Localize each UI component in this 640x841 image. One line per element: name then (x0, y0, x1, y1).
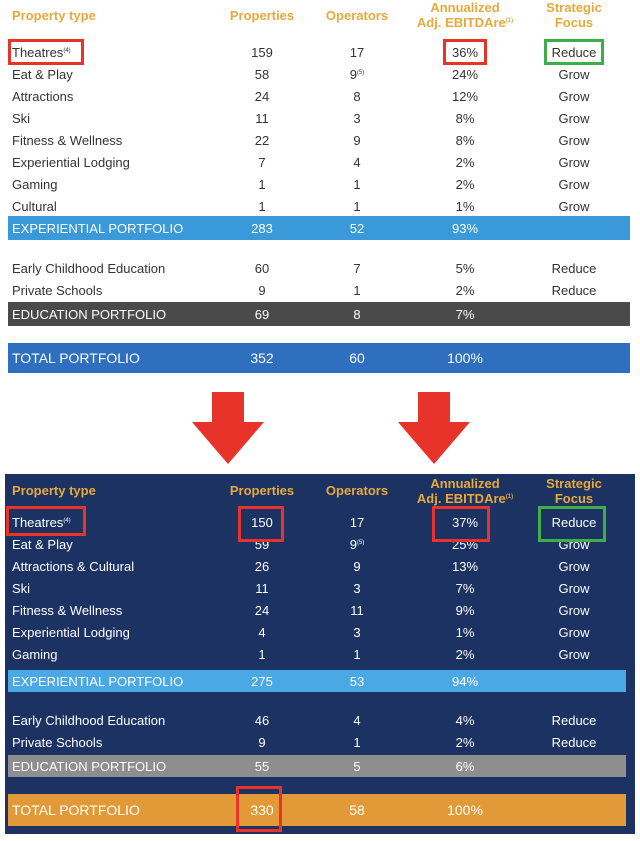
row-operators (353, 626, 360, 639)
row-properties: 11 (255, 111, 269, 126)
row-operators-value: 1 (353, 283, 361, 298)
row-operators (353, 284, 360, 297)
row-ebitda: 2% (455, 177, 475, 192)
row-strategic-focus: Grow (558, 155, 590, 170)
row-ebitda: 7% (455, 581, 475, 596)
row-property-type (12, 178, 58, 191)
row-name: Early Childhood Education (12, 261, 166, 276)
experiential-label: EXPERIENTIAL PORTFOLIO (12, 221, 184, 236)
row-properties: 58 (254, 67, 270, 82)
row-strategic-focus: Reduce (551, 261, 597, 276)
row-ebitda: 9% (455, 603, 475, 618)
highlight-theatres-focus (544, 39, 604, 65)
table-row (0, 556, 640, 578)
experiential-portfolio-band (8, 670, 626, 692)
row-name: Eat & Play (12, 67, 73, 82)
row-name: Ski (12, 111, 31, 126)
header-ebitda-line1: Annualized (430, 0, 500, 15)
row-operators (350, 46, 364, 59)
total-portfolio-band (8, 343, 630, 373)
table-row (0, 644, 640, 666)
row-strategic-focus: Reduce (551, 735, 597, 750)
row-ebitda: 2% (455, 155, 475, 170)
row-operators (353, 112, 360, 125)
row-property-type (12, 90, 73, 103)
header-strategic-focus (546, 476, 602, 506)
row-operators (353, 714, 360, 727)
total-operators: 60 (349, 350, 365, 366)
row-operators-value: 4 (353, 155, 361, 170)
header-ebitda-sup: (1) (505, 494, 514, 500)
table-row (0, 196, 640, 218)
row-operators-value: 9 (353, 559, 361, 574)
row-property-type (12, 200, 57, 213)
header-focus-line1: Strategic (546, 0, 602, 15)
row-property-type (12, 284, 102, 297)
education-label: EDUCATION PORTFOLIO (12, 307, 167, 322)
highlight-theatres-properties (238, 506, 284, 542)
header-ebitda (417, 0, 513, 30)
table-row (0, 732, 640, 754)
row-properties: 4 (258, 625, 266, 640)
row-operators-value: 3 (353, 581, 361, 596)
row-ebitda: 2% (455, 735, 475, 750)
row-property-type (12, 156, 130, 169)
header-operators: Operators (325, 8, 389, 23)
row-ebitda: 13% (451, 559, 479, 574)
highlight-theatres-name (6, 506, 86, 536)
row-properties: 22 (254, 133, 270, 148)
row-property-type (12, 714, 165, 727)
row-operators (350, 516, 364, 529)
total-properties: 330 (250, 802, 274, 818)
highlight-theatres-name (8, 39, 84, 65)
row-name: Gaming (12, 647, 58, 662)
row-strategic-focus: Grow (558, 67, 590, 82)
highlight-theatres-ebitda (432, 506, 490, 542)
highlight-total-properties (236, 786, 282, 832)
row-ebitda: 5% (455, 261, 475, 276)
row-name: Theatres (12, 515, 64, 530)
row-operators (353, 178, 360, 191)
row-name: Gaming (12, 177, 58, 192)
row-operators-value: 3 (353, 111, 361, 126)
header-ebitda-line2: Adj. EBITDAre (416, 15, 506, 30)
row-operators-value: 1 (353, 735, 361, 750)
row-operators-value: 3 (353, 625, 361, 640)
header-ebitda-line1: Annualized (430, 476, 500, 491)
row-operators (350, 538, 365, 551)
row-properties: 1 (258, 647, 266, 662)
row-strategic-focus: Grow (558, 177, 590, 192)
row-operators (350, 68, 365, 81)
row-name: Early Childhood Education (12, 713, 166, 728)
row-properties: 150 (251, 515, 273, 530)
header-ebitda-sup: (1) (505, 18, 514, 24)
row-operators-sup: (5) (356, 540, 365, 546)
row-ebitda: 1% (455, 625, 475, 640)
table-row (0, 152, 640, 174)
header-focus-line1: Strategic (546, 476, 602, 491)
row-property-type (12, 648, 58, 661)
row-ebitda: 1% (455, 199, 475, 214)
row-operators (353, 134, 360, 147)
row-operators-sup: (5) (356, 70, 365, 76)
education-properties: 69 (254, 307, 270, 322)
row-operators (353, 560, 360, 573)
row-name: Ski (12, 581, 31, 596)
header-property-type: Property type (12, 483, 96, 498)
row-properties: 7 (258, 155, 266, 170)
header-focus-line2: Focus (554, 491, 594, 506)
row-operators (353, 582, 360, 595)
row-ebitda: 12% (451, 89, 479, 104)
row-property-type (12, 538, 73, 551)
row-name: Cultural (12, 199, 57, 214)
highlight-theatres-ebitda (443, 39, 487, 65)
row-operators-value: 1 (353, 647, 361, 662)
row-ebitda: 24% (451, 67, 479, 82)
row-strategic-focus: Grow (558, 603, 590, 618)
header-properties: Properties (229, 483, 295, 498)
row-strategic-focus: Grow (558, 133, 590, 148)
row-property-type (12, 582, 30, 595)
education-portfolio-band (8, 755, 626, 777)
row-strategic-focus: Reduce (551, 283, 597, 298)
row-ebitda: 2% (455, 647, 475, 662)
row-strategic-focus: Grow (558, 647, 590, 662)
row-property-type (12, 626, 130, 639)
row-operators (353, 648, 360, 661)
table-row (0, 108, 640, 130)
row-name: Experiential Lodging (12, 155, 130, 170)
row-ebitda: 4% (455, 713, 475, 728)
row-strategic-focus: Grow (558, 559, 590, 574)
header-strategic-focus (546, 0, 602, 30)
row-property-type (12, 604, 122, 617)
experiential-portfolio-band (8, 216, 630, 240)
row-properties: 24 (254, 603, 270, 618)
total-properties: 352 (250, 350, 274, 366)
row-operators-value: 1 (353, 177, 361, 192)
after-table (5, 474, 635, 834)
experiential-operators: 53 (349, 674, 365, 689)
experiential-properties: 275 (251, 674, 273, 689)
experiential-operators: 52 (349, 221, 365, 236)
row-properties: 60 (254, 261, 270, 276)
row-name: Attractions & Cultural (12, 559, 135, 574)
row-operators (353, 262, 360, 275)
row-operators-value: 9 (353, 133, 361, 148)
total-operators: 58 (349, 802, 365, 818)
row-properties: 159 (251, 45, 273, 60)
row-name: Theatres (12, 45, 64, 60)
row-name: Fitness & Wellness (12, 133, 123, 148)
row-property-type (12, 560, 134, 573)
table-row (0, 622, 640, 644)
education-portfolio-band (8, 302, 630, 326)
table-row (0, 174, 640, 196)
row-strategic-focus: Grow (558, 111, 590, 126)
row-property-type (12, 68, 73, 81)
row-properties: 46 (254, 713, 270, 728)
row-strategic-focus: Grow (558, 581, 590, 596)
row-properties: 9 (258, 735, 266, 750)
experiential-ebitda: 93% (451, 221, 479, 236)
education-ebitda: 6% (455, 759, 475, 774)
row-name-sup: (4) (63, 518, 71, 524)
education-operators: 8 (353, 307, 361, 322)
row-strategic-focus: Grow (558, 89, 590, 104)
row-strategic-focus: Reduce (551, 515, 597, 530)
highlight-theatres-focus (538, 506, 606, 542)
before-table (0, 0, 640, 380)
education-operators: 5 (353, 759, 361, 774)
row-operators (353, 156, 360, 169)
row-properties: 1 (258, 177, 266, 192)
total-label: TOTAL PORTFOLIO (12, 350, 140, 366)
row-properties: 11 (255, 581, 269, 596)
row-property-type (12, 134, 122, 147)
table-row (0, 280, 640, 302)
row-ebitda: 2% (455, 283, 475, 298)
row-name: Eat & Play (12, 537, 73, 552)
education-label: EDUCATION PORTFOLIO (12, 759, 167, 774)
row-operators-value: 11 (350, 603, 364, 618)
row-name: Private Schools (12, 735, 103, 750)
header-property-type: Property type (12, 8, 96, 23)
row-operators (350, 604, 364, 617)
row-strategic-focus: Reduce (551, 45, 597, 60)
row-strategic-focus: Reduce (551, 713, 597, 728)
row-operators-value: 8 (353, 89, 361, 104)
row-property-type (12, 262, 165, 275)
total-ebitda: 100% (447, 802, 483, 818)
row-properties: 1 (258, 199, 266, 214)
row-name: Private Schools (12, 283, 103, 298)
row-name: Attractions (12, 89, 74, 104)
row-name-sup: (4) (63, 48, 71, 54)
row-operators-value: 17 (349, 515, 365, 530)
table-row (0, 64, 640, 86)
header-focus-line2: Focus (554, 15, 594, 30)
row-operators-value: 9 (349, 67, 357, 82)
header-properties: Properties (229, 8, 295, 23)
row-name: Fitness & Wellness (12, 603, 123, 618)
row-operators-value: 17 (349, 45, 365, 60)
row-strategic-focus: Grow (558, 199, 590, 214)
total-ebitda: 100% (447, 350, 483, 366)
table-row (0, 578, 640, 600)
table-row (0, 600, 640, 622)
row-properties: 24 (254, 89, 270, 104)
header-ebitda (417, 476, 513, 506)
experiential-properties: 283 (251, 221, 273, 236)
row-strategic-focus: Grow (558, 537, 590, 552)
down-arrow-icon (192, 392, 264, 464)
row-operators (353, 736, 360, 749)
row-ebitda: 37% (451, 515, 479, 530)
row-operators-value: 7 (353, 261, 361, 276)
education-ebitda: 7% (455, 307, 475, 322)
total-label: TOTAL PORTFOLIO (12, 802, 140, 818)
row-strategic-focus: Grow (558, 625, 590, 640)
row-ebitda: 36% (451, 45, 479, 60)
row-properties: 26 (254, 559, 270, 574)
row-properties: 59 (254, 537, 270, 552)
row-operators-value: 1 (353, 199, 361, 214)
header-operators: Operators (325, 483, 389, 498)
experiential-ebitda: 94% (451, 674, 479, 689)
header-ebitda-line2: Adj. EBITDAre (416, 491, 506, 506)
row-operators (353, 200, 360, 213)
row-ebitda: 25% (451, 537, 479, 552)
row-property-type (12, 112, 30, 125)
row-properties: 9 (258, 283, 266, 298)
down-arrow-icon (398, 392, 470, 464)
education-properties: 55 (254, 759, 270, 774)
row-property-type (12, 736, 102, 749)
table-row (0, 130, 640, 152)
total-portfolio-band (8, 794, 626, 826)
experiential-label: EXPERIENTIAL PORTFOLIO (12, 674, 184, 689)
row-name: Experiential Lodging (12, 625, 130, 640)
row-ebitda: 8% (455, 133, 475, 148)
table-row (0, 258, 640, 280)
row-operators-value: 9 (349, 537, 357, 552)
table-row (0, 710, 640, 732)
row-operators (353, 90, 360, 103)
table-row (0, 86, 640, 108)
row-operators-value: 4 (353, 713, 361, 728)
row-ebitda: 8% (455, 111, 475, 126)
